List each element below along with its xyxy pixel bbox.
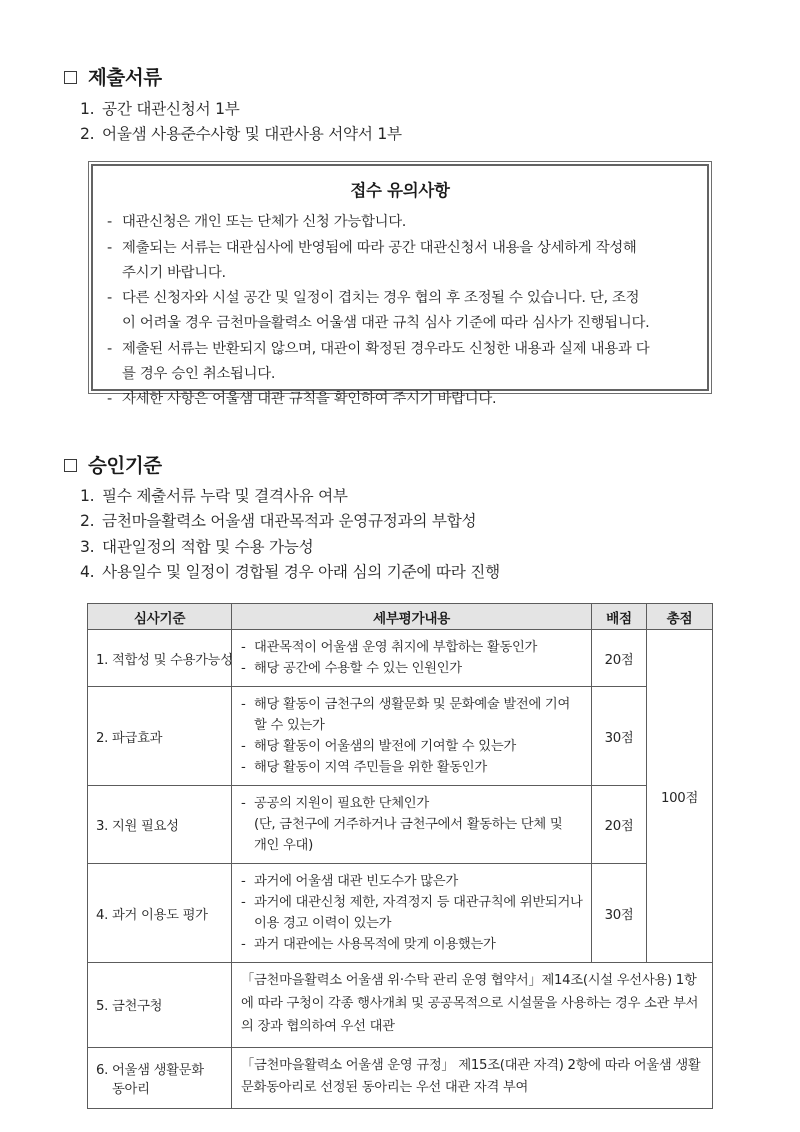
column-header-criterion: 심사기준 <box>88 604 232 630</box>
detail-line <box>241 814 583 856</box>
dash-bullet-icon <box>241 814 254 856</box>
dash-bullet-icon: - <box>107 239 112 256</box>
square-bullet-icon <box>64 459 77 472</box>
dash-bullet-icon: - <box>241 697 246 712</box>
dash-bullet-icon: - <box>107 391 112 408</box>
dash-bullet-icon: - <box>107 340 112 357</box>
dash-bullet-icon: - <box>241 874 246 889</box>
detail-line-text <box>254 757 583 778</box>
dash-bullet-icon: - <box>241 895 246 910</box>
notice-list <box>107 210 693 412</box>
detail-subline: 해당 공간에 수용할 수 있는 인원인가 <box>254 661 462 676</box>
notice-box-inner <box>91 164 709 408</box>
cell-detail <box>232 630 592 687</box>
detail-subline: (단, 금천구에 거주하거나 금천구에서 활동하는 단체 및 <box>254 817 563 832</box>
cell-criterion: 1. 적합성 및 수용가능성 <box>88 630 232 687</box>
notice-item <box>107 387 693 412</box>
cell-criterion: 2. 파급효과 <box>88 687 232 786</box>
list-item-number: 2. <box>80 125 95 144</box>
notice-item-line: 이 어려울 경우 금천마을활력소 어울샘 대관 규칙 심사 기준에 따라 심사가 진행됩니다. <box>122 315 650 332</box>
detail-line <box>241 793 583 814</box>
detail-subline: 과거 대관에는 사용목적에 맞게 이용했는가 <box>254 937 496 952</box>
cell-criterion: 4. 과거 이용도 평가 <box>88 864 232 963</box>
submission-documents-list <box>80 97 720 148</box>
column-header-total: 총점 <box>647 604 713 630</box>
notice-item-line: 제출되는 서류는 대관심사에 반영됨에 따라 공간 대관신청서 내용을 상세하게 작성해 <box>122 239 637 256</box>
notice-item <box>107 286 693 336</box>
table-header-row <box>88 604 713 630</box>
list-item-label: 금천마을활력소 어울샘 대관목적과 운영규정과의 부합성 <box>102 512 477 531</box>
section-heading-label: 제출서류 <box>88 66 162 89</box>
detail-line-text <box>254 934 583 955</box>
detail-subline: 해당 활동이 지역 주민들을 위한 활동인가 <box>254 760 487 775</box>
table-row <box>88 1047 713 1109</box>
detail-line-text <box>254 793 583 814</box>
cell-detail <box>232 786 592 864</box>
detail-line <box>241 934 583 955</box>
column-header-detail: 세부평가내용 <box>232 604 592 630</box>
section-heading-approval-criteria <box>64 450 162 478</box>
cell-score: 20점 <box>592 786 647 864</box>
cell-criterion: 5. 금천구청 <box>88 963 232 1048</box>
detail-line <box>241 658 583 679</box>
dash-bullet-icon: - <box>241 661 246 676</box>
detail-subline: 대관목적이 어울샘 운영 취지에 부합하는 활동인가 <box>254 640 538 655</box>
detail-line-text <box>254 694 583 736</box>
detail-subline: 소관 부서의 장과 협의하여 우선 대관 <box>241 995 699 1034</box>
cell-criterion: 3. 지원 필요성 <box>88 786 232 864</box>
detail-line <box>241 637 583 658</box>
list-item <box>80 509 740 534</box>
notice-item-line: 를 경우 승인 취소됩니다. <box>122 365 276 382</box>
list-item-label: 대관일정의 적합 및 수용 가능성 <box>102 537 314 556</box>
cell-criterion-subline: 동아리 <box>112 1081 150 1097</box>
section-heading-label: 승인기준 <box>88 454 162 477</box>
detail-subline: 생활문화동아리로 선정된 동아리는 우선 대관 자격 부여 <box>241 1057 701 1096</box>
notice-item-text <box>122 236 693 286</box>
detail-subline: 할 수 있는가 <box>254 718 325 733</box>
table-row <box>88 630 713 687</box>
detail-line-text <box>254 814 583 856</box>
table-row <box>88 864 713 963</box>
notice-item-text <box>122 337 693 387</box>
notice-item-line: 제출된 서류는 반환되지 않으며, 대관이 확정된 경우라도 신청한 내용과 실제 내용과 다 <box>122 340 650 357</box>
notice-item <box>107 210 693 235</box>
detail-line <box>241 757 583 778</box>
notice-item <box>107 236 693 286</box>
list-item-label: 어울샘 사용준수사항 및 대관사용 서약서 1부 <box>102 125 402 144</box>
cell-criterion <box>88 1047 232 1109</box>
detail-subline: 과거에 어울샘 대관 빈도수가 많은가 <box>254 874 458 889</box>
detail-subline: 이용 경고 이력이 있는가 <box>254 916 392 931</box>
dash-bullet-icon: - <box>107 214 112 230</box>
list-item-number: 1. <box>80 487 95 505</box>
evaluation-criteria-table <box>87 603 713 1109</box>
list-item <box>80 560 740 585</box>
detail-line-text <box>254 892 583 934</box>
detail-line-text <box>254 871 583 892</box>
notice-item-line: 다른 신청자와 시설 공간 및 일정이 겹치는 경우 협의 후 조정될 수 있습니다. 단, 조정 <box>122 290 640 307</box>
notice-item-text <box>122 286 693 336</box>
notice-item-line: 대관신청은 개인 또는 단체가 신청 가능합니다. <box>122 214 407 230</box>
detail-line <box>241 892 583 934</box>
notice-title: 접수 유의사항 <box>350 181 450 200</box>
detail-line-text <box>254 637 583 658</box>
detail-subline: 해당 활동이 어울샘의 발전에 기여할 수 있는가 <box>254 739 516 754</box>
dash-bullet-icon: - <box>241 640 246 655</box>
detail-subline: 1항에 따라 구청이 각종 행사개최 및 공공목적으로 시설물을 사용하는 경우 <box>241 973 697 1011</box>
cell-score: 30점 <box>592 864 647 963</box>
list-item <box>80 97 720 122</box>
dash-bullet-icon: - <box>241 937 246 952</box>
detail-subline: 「금천마을활력소 어울샘 운영 규정」 제15조(대관 자격) 2항에 따라 어울샘 <box>241 1057 672 1073</box>
table-row <box>88 687 713 786</box>
notice-item-line: 자세한 사항은 어울샘 대관 규칙을 확인하여 주시기 바랍니다. <box>122 391 497 408</box>
detail-line <box>241 871 583 892</box>
cell-detail-merged <box>232 1047 713 1109</box>
cell-total-score: 100점 <box>647 630 713 963</box>
dash-bullet-icon: - <box>241 760 246 775</box>
dash-bullet-icon: - <box>241 796 246 811</box>
list-item-number: 1. <box>80 100 95 118</box>
list-item <box>80 484 740 509</box>
column-header-score: 배점 <box>592 604 647 630</box>
table-row <box>88 963 713 1048</box>
cell-detail-merged <box>232 963 713 1048</box>
detail-subline: 「금천마을활력소 어울샘 위·수탁 관리 운영 협약서」제14조(시설 우선사용) <box>241 973 672 988</box>
list-item-label: 사용일수 및 일정이 경합될 경우 아래 심의 기준에 따라 진행 <box>102 562 500 581</box>
list-item-label: 공간 대관신청서 1부 <box>102 100 240 118</box>
notice-item <box>107 337 693 387</box>
detail-subline: 개인 우대) <box>254 838 313 853</box>
list-item <box>80 122 720 147</box>
cell-criterion-line: 6. 어울샘 생활문화 <box>96 1062 204 1078</box>
approval-criteria-list <box>80 484 740 585</box>
dash-bullet-icon: - <box>241 739 246 754</box>
cell-detail <box>232 864 592 963</box>
list-item-label: 필수 제출서류 누락 및 결격사유 여부 <box>102 487 348 505</box>
cell-detail <box>232 687 592 786</box>
table-row <box>88 786 713 864</box>
dash-bullet-icon: - <box>107 290 112 307</box>
list-item-number: 2. <box>80 512 95 531</box>
list-item-number: 3. <box>80 537 95 556</box>
cell-score: 20점 <box>592 630 647 687</box>
detail-subline: 과거에 대관신청 제한, 자격정지 등 대관규칙에 위반되거나 <box>254 895 583 910</box>
section-heading-submission-documents <box>64 62 162 90</box>
detail-subline: 해당 활동이 금천구의 생활문화 및 문화예술 발전에 기여 <box>254 697 571 712</box>
list-item <box>80 535 740 560</box>
notice-item-line: 주시기 바랍니다. <box>122 264 226 281</box>
list-item-number: 4. <box>80 562 95 581</box>
square-bullet-icon <box>64 71 77 84</box>
detail-line-text <box>254 658 583 679</box>
detail-subline: 공공의 지원이 필요한 단체인가 <box>254 796 429 811</box>
notice-box <box>88 161 712 408</box>
notice-item-text <box>122 387 693 412</box>
detail-line <box>241 694 583 736</box>
detail-line-text <box>254 736 583 757</box>
detail-line <box>241 736 583 757</box>
notice-item-text <box>122 210 693 235</box>
cell-score: 30점 <box>592 687 647 786</box>
